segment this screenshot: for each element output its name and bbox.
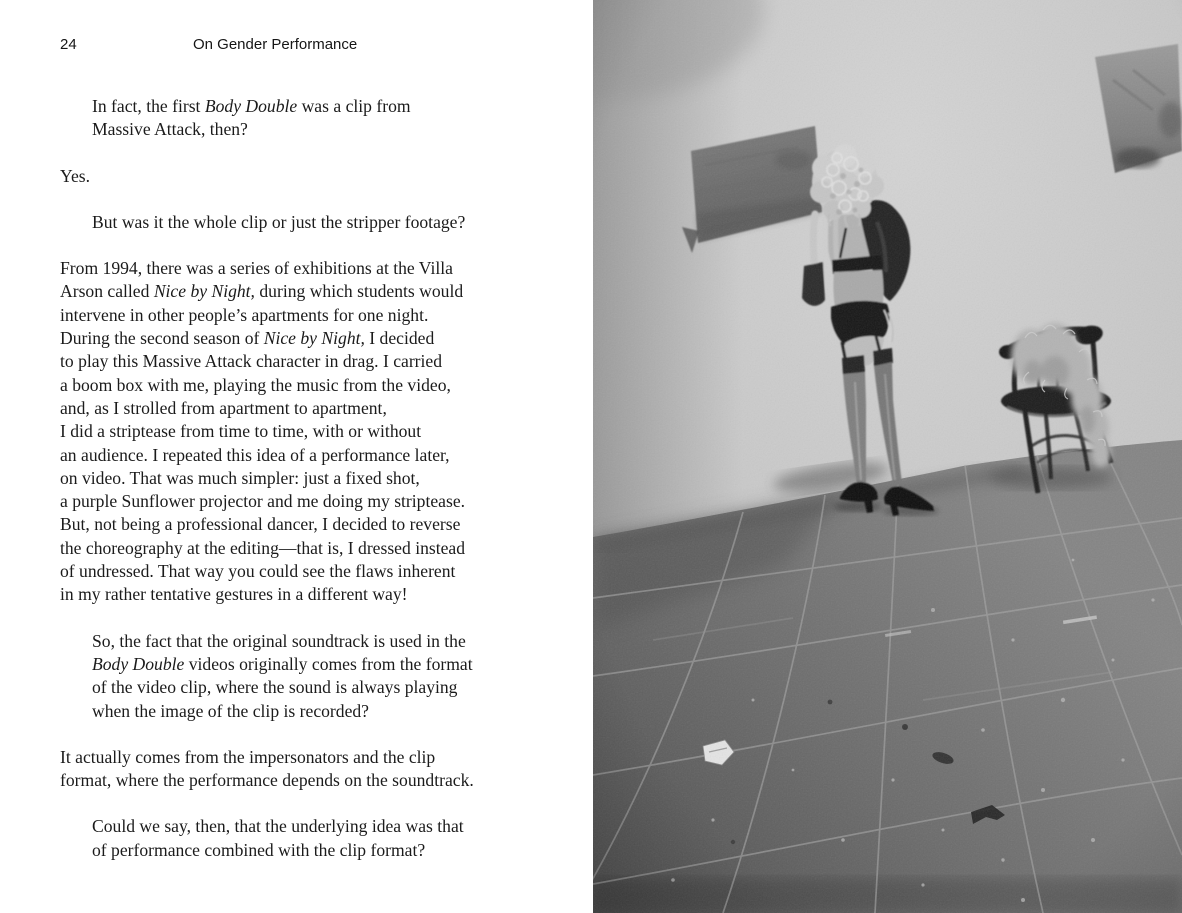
paragraph-question: In fact, the first Body Double was a clip from Massive Attack, then? [92, 96, 411, 140]
page-header [0, 36, 593, 56]
paragraph-answer: From 1994, there was a series of exhibitions at the Villa Arson called Nice by Night, during which students would intervene in other people’s apartments for one night. During the second season of Nice by Night, I decided to play this Massive Attack character in drag. I carried a boom box with me, playing the music from the video, and, as I strolled from apartment to apartment, I did a striptease from time to time, with or without an audience. I repeated this idea of a performance later, on video. That was much simpler: just a fixed shot, a purple Sunflower projector and me doing my striptease. But, not being a professional dancer, I decided to reverse the choreography at the editing—that is, I dressed instead of undressed. That way you could see the flaws inherent in my rather tentative gestures in a different way! [60, 258, 466, 605]
page-number: 24 [60, 36, 77, 53]
body-text [60, 95, 560, 885]
paragraph-question: Could we say, then, that the underlying idea was that of performance combined with the clip format? [92, 816, 464, 860]
paragraph-question: But was it the whole clip or just the stripper footage? [92, 211, 466, 232]
photo [593, 0, 1182, 913]
running-head: On Gender Performance [193, 36, 358, 53]
paragraph-question: So, the fact that the original soundtrack is used in the Body Double videos originally comes from the format of the video clip, where the sound is always playing when the image of the clip is recorded? [92, 630, 473, 721]
photo-vignette [593, 0, 1182, 913]
paragraph-answer: It actually comes from the impersonators and the clip format, where the performance depends on the soundtrack. [60, 746, 474, 791]
paragraph-answer: Yes. [60, 165, 90, 186]
